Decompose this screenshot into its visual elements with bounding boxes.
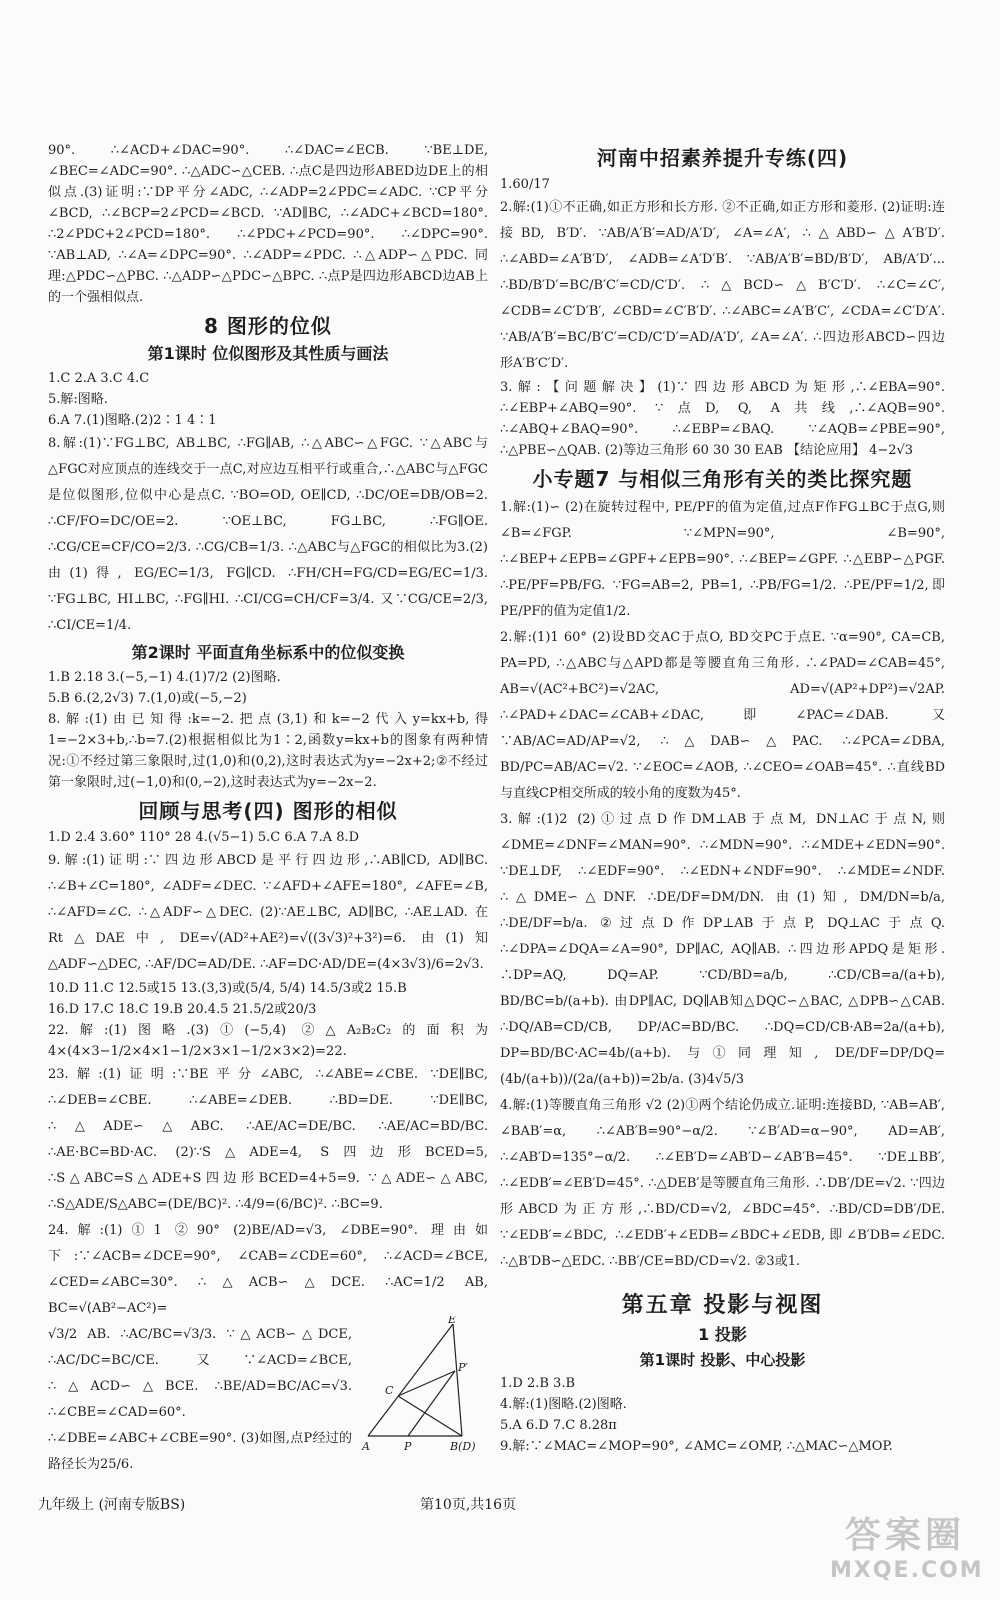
label-A: A [362,1440,370,1453]
answer-paragraph: √3/2 AB. ∴AC/BC=√3/3. ∵△ACB∽△DCE, ∴AC/DC=BC/CE. 又∵∠ACD=∠BCE, ∴△ACD∽△BCE. ∴BE/AD=BC/AC=√3. ∴∠CBE=∠CAD=60°. ∴∠DBE=∠ABC+∠CBE=90°. (3)如图,点P经过的路径长为25/6. [48,1327,352,1472]
answer-paragraph: 2.解:(1)1 60° (2)设BD交AC于点O, BD交PC于点E. ∵α=90°, CA=CB, PA=PD, ∴△ABC与△APD都是等腰直角三角形. ∴∠PAD=∠CAB=45°, AB=√(AC²+BC²)=√2AC, AD=√(AP²+DP²)=√2AP. ∴∠PAD+∠DAC=∠CAB+∠DAC,即∠PAC=∠DAB. 又∵AB/AC=AD/AP=√2, ∴△DAB∽△PAC. ∴∠PCA=∠DBA, BD/PC=AB/AC=√2. ∵∠EOC=∠AOB, ∴∠CEO=∠OAB=45°. ∴直线BD与直线CP相交所成的较小角的度数为45°. [500,630,945,801]
review-title: 回顾与思考(四) 图形的相似 [138,799,398,823]
answer-paragraph: 2.解:(1)①不正确,如正方形和长方形. ②不正确,如正方形和菱形. (2)证明:连接BD, B′D′. ∵AB/A′B′=AD/A′D′, ∠A=∠A′, ∴△ABD∽△A′B′D′. ∴∠ABD=∠A′B′D′, ∠ADB=∠A′D′B′. ∵AB/A′B′=BD/B′D′, AB/A′D′... ∴BD/B′D′=BC/B′C′=CD/C′D′. ∴△BCD∽△B′C′D′. ∴∠C=∠C′, ∠CDB=∠C′D′B′, ∠CBD=∠C′B′D′. ∴∠ABC=∠A′B′C′, ∠CDA=∠C′D′A′. ∵AB/A′B′=BC/B′C′=CD/C′D′=AD/A′D′, ∠A=∠A′. ∴四边形ABCD∽四边形A′B′C′D′. [500,200,945,371]
answer-paragraph: 23.解:(1)证明:∵BE平分∠ABC, ∴∠ABE=∠CBE. ∵DE∥BC, ∴∠DEB=∠CBE. ∴∠ABE=∠DEB. ∴BD=DE. ∵DE∥BC, ∴△ADE∽△ABC. ∴AE/AC=DE/BC. ∴AE/AC=BD/BC. ∴AE·BC=BD·AC. (2)∵S△ADE=4, S四边形BCED=5, ∴S△ABC=S△ADE+S四边形BCED=4+5=9. ∵△ADE∽△ABC, ∴S△ADE/S△ABC=(DE/BC)². ∴4/9=(6/BC)². ∴BC=9. [48,1067,488,1212]
section-title: 小专题7 与相似三角形有关的类比探究题 [532,467,913,491]
lesson-title: 第1课时 位似图形及其性质与画法 [147,344,389,363]
answer-line: 9.解:∵∠MAC=∠MOP=90°, ∠AMC=∠OMP, ∴△MAC∽△MOP. [500,1439,893,1454]
answer-paragraph: 4.解:(1)等腰直角三角形 √2 (2)①两个结论仍成立.证明:连接BD, ∵AB=AB′, ∠BAB′=α, ∴∠AB′B=90°−α/2. ∵∠B′AD=α−90°, AD=AB′, ∴∠AB′D=135°−α/2. ∴∠EB′D=∠AB′D−∠AB′B=45°. ∵DE⊥BB′, ∴∠EDB′=∠EB′D=45°. ∴△DEB′是等腰直角三角形. ∴DB′/DE=√2. ∵四边形ABCD为正方形,∴BD/CD=√2, ∠BDC=45°. ∴BD/CD=DB′/DE. ∵∠EDB′=∠BDC, ∴∠EDB′+∠EDB=∠BDC+∠EDB,即∠B′DB=∠EDC. ∴△B′DB∽△EDC. ∴BB′/CE=BD/CD=√2. ②3或1. [500,1098,945,1269]
answer-line: 16.D 17.C 18.C 19.B 20.4.5 21.5/2或20/3 [48,1002,317,1017]
answer-paragraph: 24.解:(1)①1 ②90° (2)BE/AD=√3, ∠DBE=90°. 理由如下:∵∠ACB=∠DCE=90°, ∠CAB=∠CDE=60°, ∴∠ACD=∠BCE, ∠CED=∠ABC=30°. ∴△ACB∽△DCE. ∴AC=1/2 AB, BC=√(AB²−AC²)= [48,1223,488,1316]
chapter-title: 第五章 投影与视图 [621,1293,824,1318]
answer-line: 1.60/17 [500,177,550,192]
label-C: C [385,1384,394,1397]
section-title: 8 图形的位似 [204,314,332,338]
answer-paragraph: 3.解:【问题解决】(1)∵四边形ABCD为矩形,∴∠EBA=90°. ∴∠EBP+∠ABQ=90°. ∵点D, Q, A共线,∴∠AQB=90°. ∴∠ABQ+∠BAQ=90°. ∴∠EBP=∠BAQ. ∵∠AQB=∠PBE=90°, ∴△PBE∽△QAB. (2)等边三角形 60 30 30 EAB 【结论应用】 4−2√3 [500,380,945,458]
answer-line: 1.B 2.18 3.(−5,−1) 4.(1)7/2 (2)图略. [48,670,281,685]
answer-line: 5.B 6.(2,2√3) 7.(1,0)或(−5,−2) [48,691,247,706]
footer-grade-label: 九年级上 (河南专版BS) [38,1497,186,1513]
geometry-figure [358,1316,488,1456]
answer-line: 4.解:(1)图略.(2)图略. [500,1397,627,1412]
answer-line: 1.C 2.A 3.C 4.C [48,371,150,386]
answer-paragraph: 90°. ∴∠ACD+∠DAC=90°. ∴∠DAC=∠ECB. ∵BE⊥DE, ∠BEC=∠ADC=90°. ∴△ADC∽△CEB. ∴点C是四边形ABED边DE上的相似点.(3)证明:∵DP平分∠ADC, ∴∠ADP=2∠PDC=∠ADC. ∵CP平分∠BCD, ∴∠BCP=2∠PCD=∠BCD. ∵AD∥BC, ∴∠ADC+∠BCD=180°. ∴2∠PDC+2∠PCD=180°. ∴∠PDC+∠PCD=90°. ∴∠DPC=90°. ∵AB⊥AD, ∴∠A=∠DPC=90°. ∴∠ADP=∠PDC. ∴△ADP∽△PDC. 同理:△PDC∽△PBC. ∴△ADP∽△PDC∽△BPC. ∴点P是四边形ABCD边AB上的一个强相似点. [48,143,488,305]
answer-line: 5.A 6.D 7.C 8.28π [500,1418,617,1433]
label-P-prime: P′ [458,1361,468,1374]
watermark-logo-text: 答案圈 [844,1515,965,1556]
answer-line: 6.A 7.(1)图略.(2)2∶1 4∶1 [48,413,217,428]
lesson-title: 第2课时 平面直角坐标系中的位似变换 [131,643,405,662]
lesson-title: 第1课时 投影、中心投影 [639,1351,806,1369]
answer-line: 1.D 2.4 3.60° 110° 28 4.(√5−1) 5.C 6.A 7.A 8.D [48,830,360,845]
answer-line: 10.D 11.C 12.5或15 13.(3,3)或(5/4, 5/4) 14.5/3或2 15.B [48,981,407,996]
answer-line: 1.D 2.B 3.B [500,1376,576,1391]
left-column [48,140,488,1478]
section-title: 河南中招素养提升专练(四) [596,146,849,170]
answer-paragraph: 22.解:(1)图略.(3)①(−5,4) ②△A₂B₂C₂的面积为4×(4×3−1/2×4×1−1/2×3×1−1/2×3×2)=22. [48,1023,488,1059]
answer-paragraph: 9.解:(1)证明:∵四边形ABCD是平行四边形,∴AB∥CD, AD∥BC. ∴∠B+∠C=180°, ∠ADF=∠DEC. ∵∠AFD+∠AFE=180°, ∠AFE=∠B, ∴∠AFD=∠C. ∴△ADF∽△DEC. (2)∵AE⊥BC, AD∥BC, ∴AE⊥AD. 在Rt△DAE中, DE=√(AD²+AE²)=√((3√3)²+3²)=6. 由(1)知△ADF∽△DEC, ∴AF/DC=AD/DE. ∴AF=DC·AD/DE=(4×3√3)/6=2√3. [48,853,488,972]
footer-page-number: 第10页,共16页 [420,1497,517,1513]
watermark-logo-url: MXQE.COM [830,1558,984,1583]
label-P: P [404,1440,412,1453]
line-AE [368,1324,453,1436]
section-title: 1 投影 [698,1325,747,1344]
watermark-logo [830,1514,984,1594]
answer-paragraph: 8.解:(1)∵FG⊥BC, AB⊥BC, ∴FG∥AB, ∴△ABC∽△FGC. ∵△ABC与△FGC对应顶点的连线交于一点C,对应边互相平行或重合,∴△ABC与△FGC是位似图形,位似中心是点C. ∵BO=OD, OE∥CD, ∴DC/OE=DB/OB=2. ∴CF/FO=DC/OE=2. ∵OE⊥BC, FG⊥BC, ∴FG∥OE. ∴CG/CE=CF/CO=2/3. ∴CG/CB=1/3. ∴△ABC与△FGC的相似比为3.(2)由(1)得, EG/EC=1/3, FG∥CD. ∴FH/CH=FG/CD=EG/EC=1/3. ∵FG⊥BC, HI⊥BC, ∴FG∥HI. ∴CI/CG=CH/CF=3/4. 又∵CG/CE=2/3, ∴CI/CE=1/4. [48,436,488,633]
right-column [500,140,945,1457]
answer-paragraph: 1.解:(1)∽ (2)在旋转过程中, PE/PF的值为定值,过点F作FG⊥BC于点G,则∠B=∠FGP. ∵∠MPN=90°, ∠B=90°, ∴∠BEP+∠EPB=∠GPF+∠EPB=90°. ∴∠BEP=∠GPF. ∴△EBP∽△PGF. ∴PE/PF=PB/FG. ∵FG=AB=2, PB=1, ∴PB/FG=1/2. ∴PE/PF=1/2,即PE/PF的值为定值1/2. [500,500,945,619]
answer-line: 5.解:图略. [48,392,108,407]
label-E: E [448,1316,457,1326]
line-EB [453,1324,462,1436]
answer-with-figure [48,1316,488,1478]
label-B-D: B(D) [450,1440,476,1453]
answer-paragraph: 3.解:(1)2 (2)①过点D作DM⊥AB于点M, DN⊥AC于点N,则∠DME=∠DNF=∠MAN=90°. ∴∠MDN=90°. ∴∠MDE+∠EDN=90°. ∵DE⊥DF, ∴∠EDF=90°. ∴∠EDN+∠NDF=90°. ∴∠MDE=∠NDF. ∴△DME∽△DNF. ∴DE/DF=DM/DN. 由(1)知, DM/DN=b/a, ∴DE/DF=b/a. ②过点D作DP⊥AB于点P, DQ⊥AC于点Q. ∴∠DPA=∠DQA=∠A=90°, DP∥AC, AQ∥AB. ∴四边形APDQ是矩形. ∴DP=AQ, DQ=AP. ∵CD/BD=a/b, ∴CD/CB=a/(a+b), BD/BC=b/(a+b). 由DP∥AC, DQ∥AB知△DQC∽△BAC, △DPB∽△CAB. ∴DQ/AB=CD/CB, DP/AC=BD/BC. ∴DQ=CD/CB·AB=2a/(a+b), DP=BD/BC·AC=4b/(a+b). 与①同理知, DE/DF=DP/DQ=(4b/(a+b))/(2a/(a+b))=2b/a. (3)4√5/3 [500,812,945,1087]
answer-paragraph: 8.解:(1)由已知得:k=−2.把点(3,1)和k=−2代入y=kx+b,得1=−2×3+b,∴b=7.(2)根据相似比为1∶2,函数y=kx+b的图象有两种情况:①不经过第三象限时,过(1,0)和(0,2),这时表达式为y=−2x+2;②不经过第一象限时,过(−1,0)和(0,−2),这时表达式为y=−2x−2. [48,712,488,790]
line-CB [398,1396,462,1436]
